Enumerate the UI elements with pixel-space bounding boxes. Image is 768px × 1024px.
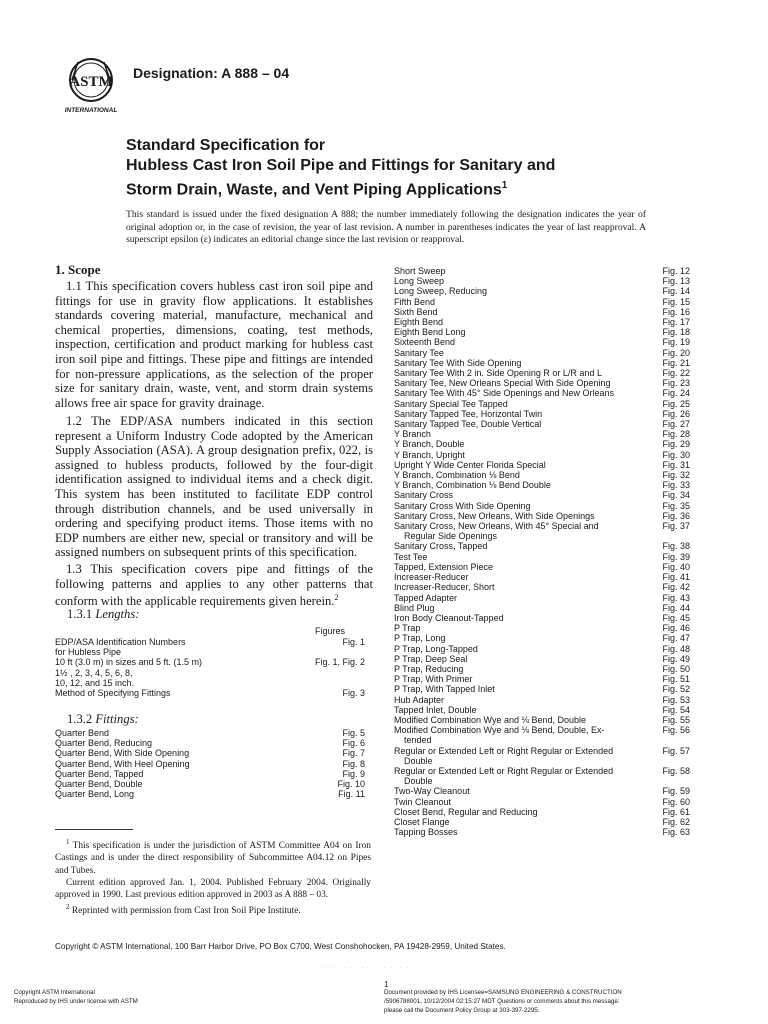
- list-item: [394, 613, 690, 623]
- list-item: [394, 511, 690, 521]
- list-item-figure-ref: Fig. 16: [662, 306, 690, 317]
- footnote-1-edition: Current edition approved Jan. 1, 2004. Published February 2004. Originally approved in 1990. Last previous edition approved in 2003 as A 888 – 03.: [55, 877, 371, 900]
- list-item: [394, 409, 690, 419]
- table-row: [55, 657, 365, 667]
- copyright-line: Copyright © ASTM International, 100 Barr Harbor Drive, PO Box C700, West Conshohocken, PA 19428-2959, United States.: [55, 942, 506, 951]
- list-item-figure-ref: Fig. 38: [662, 541, 690, 552]
- list-item-label: Regular or Extended Left or Right Regular or Extended Double: [394, 765, 614, 787]
- fittings-table: [55, 728, 365, 799]
- list-item-label: Sanitary Tee With 2 in. Side Opening R or L/R and L: [394, 368, 602, 379]
- row-label: 10, 12, and 15 inch.: [55, 677, 135, 688]
- list-item-label: Upright Y Wide Center Florida Special: [394, 459, 546, 470]
- list-item: [394, 766, 690, 786]
- list-item-figure-ref: Fig. 27: [662, 419, 690, 430]
- row-figure-ref: Fig. 11: [338, 789, 365, 800]
- list-item: [394, 358, 690, 368]
- list-item: [394, 470, 690, 480]
- list-item: [394, 450, 690, 460]
- list-item-label: Regular or Extended Left or Right Regular or Extended Double: [394, 745, 614, 766]
- list-item-figure-ref: Fig. 21: [662, 357, 690, 368]
- list-item-label: Increaser-Reducer, Short: [394, 582, 495, 593]
- row-figure-ref: Fig. 9: [342, 768, 365, 779]
- list-item-figure-ref: Fig. 63: [662, 827, 690, 838]
- list-item: [394, 286, 690, 296]
- list-item: [394, 786, 690, 796]
- list-item: [394, 562, 690, 572]
- logo-text: ASTM: [69, 74, 113, 90]
- list-item-label: Short Sweep: [394, 266, 446, 276]
- table-row: [55, 738, 365, 748]
- row-label: 10 ft (3.0 m) in sizes and 5 ft. (1.5 m): [55, 657, 203, 668]
- list-item-label: Long Sweep: [394, 276, 445, 287]
- list-item-figure-ref: Fig. 55: [662, 714, 690, 725]
- row-label: for Hubless Pipe: [55, 647, 122, 658]
- list-item-label: Increaser-Reducer: [394, 572, 469, 583]
- list-item-figure-ref: Fig. 62: [662, 816, 690, 827]
- list-item-figure-ref: Fig. 34: [662, 490, 690, 501]
- list-item-figure-ref: Fig. 30: [662, 449, 690, 460]
- list-item-figure-ref: Fig. 31: [662, 459, 690, 470]
- list-item-figure-ref: Fig. 42: [662, 582, 690, 593]
- row-label: Quarter Bend, With Side Opening: [55, 748, 190, 759]
- list-item-label: Hub Adapter: [394, 694, 445, 705]
- list-item-label: Closet Bend, Regular and Reducing: [394, 806, 538, 817]
- list-item: [394, 521, 690, 541]
- list-item: [394, 552, 690, 562]
- row-label: Quarter Bend, With Heel Opening: [55, 758, 190, 769]
- row-label: EDP/ASA Identification Numbers: [55, 637, 186, 647]
- row-figure-ref: Fig. 1: [342, 637, 365, 647]
- row-figure-ref: Fig. 10: [337, 778, 365, 789]
- list-item-label: Y Branch, Double: [394, 439, 465, 450]
- table-row: [55, 678, 365, 688]
- list-item-label: Tapped Inlet, Double: [394, 704, 477, 715]
- table-row: [55, 779, 365, 789]
- list-item-label: Sanitary Tee: [394, 347, 444, 358]
- list-item-label: Sanitary Tee, New Orleans Special With Side Opening: [394, 378, 611, 389]
- list-item-label: Tapped, Extension Piece: [394, 561, 494, 572]
- row-label: 1½ , 2, 3, 4, 5, 6, 8,: [55, 667, 133, 678]
- list-item: [394, 307, 690, 317]
- figures-column-header: Figures: [314, 626, 345, 636]
- list-item: [394, 623, 690, 633]
- list-item-figure-ref: Fig. 59: [662, 786, 690, 797]
- list-item: [394, 593, 690, 603]
- list-item-figure-ref: Fig. 52: [662, 684, 690, 695]
- footnote-2: $^2$ Reprinted with permission from Cast Iron Soil Pipe Institute.: [66, 903, 301, 917]
- list-item-label: Y Branch, Upright: [394, 449, 465, 460]
- list-item-figure-ref: Fig. 29: [662, 439, 690, 450]
- list-item: [394, 541, 690, 551]
- lengths-table: [55, 637, 365, 698]
- list-item: [394, 439, 690, 449]
- table-row: [55, 748, 365, 758]
- list-item-figure-ref: Fig. 54: [662, 704, 690, 715]
- list-item: [394, 797, 690, 807]
- list-item-label: P Trap: [394, 623, 421, 634]
- list-item-label: Y Branch: [394, 429, 431, 440]
- list-item-figure-ref: Fig. 32: [662, 470, 690, 481]
- list-item-figure-ref: Fig. 53: [662, 694, 690, 705]
- list-item: [394, 501, 690, 511]
- list-item-label: Sanitary Cross With Side Opening: [394, 500, 531, 511]
- footnotes: [55, 836, 371, 917]
- row-figure-ref: Fig. 8: [342, 758, 365, 769]
- list-item-figure-ref: Fig. 39: [662, 551, 690, 562]
- row-figure-ref: Fig. 7: [342, 748, 365, 759]
- intro-paragraph: This standard is issued under the fixed designation A 888; the number immediately following the designation indicates the year of original adoption or, in the case of revision, the year of last revision. A number in parentheses indicates the year of last reapproval. A superscript epsilon (ε) indicates an editorial change since the last revision or reapproval.: [126, 209, 646, 246]
- list-item-label: Test Tee: [394, 551, 428, 562]
- title-line-3: Storm Drain, Waste, and Vent Piping Applications$^1$: [126, 180, 508, 199]
- list-item-label: Sanitary Tapped Tee, Double Vertical: [394, 419, 542, 430]
- astm-logo-icon: [58, 56, 124, 116]
- list-item-figure-ref: Fig. 56: [662, 725, 690, 736]
- row-label: Quarter Bend, Tapped: [55, 768, 144, 779]
- list-item-label: Iron Body Cleanout-Tapped: [394, 612, 504, 623]
- row-label: Quarter Bend: [55, 728, 110, 738]
- list-item: [394, 582, 690, 592]
- table-row: [55, 668, 365, 678]
- row-figure-ref: Fig. 3: [342, 687, 365, 698]
- row-label: Quarter Bend, Double: [55, 778, 143, 789]
- list-item: [394, 419, 690, 429]
- list-item: [394, 276, 690, 286]
- title-footnote-mark: 1: [501, 180, 508, 191]
- list-item: [394, 695, 690, 705]
- list-item-label: Y Branch, Combination ⅛ Bend Double: [394, 480, 551, 491]
- table-row: [55, 769, 365, 779]
- list-item-figure-ref: Fig. 35: [662, 500, 690, 511]
- list-item: [394, 297, 690, 307]
- footer-right: Document provided by IHS Licensee=SAMSUNG ENGINEERING & CONSTRUCTION /5906788001, 10/12/2004 02:15:27 MDT Questions or comments about this message: please call the Document Policy Group at 303-397-2295.: [384, 989, 622, 1014]
- list-item-figure-ref: Fig. 13: [662, 276, 690, 287]
- list-item: [394, 327, 690, 337]
- logo-subtext: INTERNATIONAL: [64, 107, 118, 114]
- list-item-figure-ref: Fig. 14: [662, 286, 690, 297]
- page-number: 1: [384, 980, 389, 989]
- list-item-figure-ref: Fig. 44: [662, 602, 690, 613]
- list-item-label: Closet Flange: [394, 816, 450, 827]
- list-item: [394, 490, 690, 500]
- list-item-figure-ref: Fig. 23: [662, 378, 690, 389]
- list-item-label: Sanitary Tee With Side Opening: [394, 357, 522, 368]
- list-item: [394, 317, 690, 327]
- list-item-label: Tapping Bosses: [394, 827, 458, 838]
- list-item: [394, 368, 690, 378]
- list-item-figure-ref: Fig. 46: [662, 623, 690, 634]
- paragraph-1-1: 1.1 This specification covers hubless cast iron soil pipe and fittings for use in gravity flow applications. It establishes standards covering material, manufacture, mechanical and chemical properties, dimensions, coating, test methods, inspection, certification and product marking for hubless cast iron soil pipe and fittings. These pipe and fittings are intended for non-pressure applications, as the selection of the proper size for sanitary drain, waste, vent, and storm drain systems allows free air space for gravity drainage.: [55, 279, 373, 410]
- list-item-label: Sanitary Special Tee Tapped: [394, 398, 508, 409]
- footer-left: Copyright ASTM International Reproduced by IHS under license with ASTM: [14, 989, 138, 1005]
- list-item: [394, 817, 690, 827]
- list-item-label: P Trap, Deep Seal: [394, 653, 468, 664]
- table-row: [55, 789, 365, 799]
- list-item: [394, 705, 690, 715]
- list-item-figure-ref: Fig. 37: [662, 521, 690, 532]
- list-item: [394, 266, 690, 276]
- table-row: [55, 637, 365, 647]
- list-item-label: Long Sweep, Reducing: [394, 286, 488, 297]
- list-item-label: Fifth Bend: [394, 296, 436, 307]
- list-item-figure-ref: Fig. 36: [662, 510, 690, 521]
- list-item: [394, 674, 690, 684]
- list-item-figure-ref: Fig. 43: [662, 592, 690, 603]
- list-item-label: Tapped Adapter: [394, 592, 458, 603]
- list-item-figure-ref: Fig. 17: [662, 317, 690, 328]
- list-item-figure-ref: Fig. 12: [662, 266, 690, 276]
- row-figure-ref: Fig. 5: [342, 728, 365, 738]
- list-item: [394, 460, 690, 470]
- list-item-label: Twin Cleanout: [394, 796, 452, 807]
- list-item-label: Blind Plug: [394, 602, 435, 613]
- list-item: [394, 378, 690, 388]
- list-item: [394, 480, 690, 490]
- paragraph-1-3-footnote-mark: 2: [334, 593, 339, 603]
- list-item: [394, 337, 690, 347]
- list-item-label: Sanitary Cross, Tapped: [394, 541, 488, 552]
- list-item-label: Sixth Bend: [394, 306, 438, 317]
- row-figure-ref: Fig. 1, Fig. 2: [314, 657, 365, 668]
- list-item-label: P Trap, With Primer: [394, 674, 473, 685]
- list-item: [394, 429, 690, 439]
- list-item-figure-ref: Fig. 26: [662, 408, 690, 419]
- list-item-label: P Trap, Long: [394, 633, 446, 644]
- list-item-figure-ref: Fig. 57: [662, 745, 690, 756]
- list-item-figure-ref: Fig. 50: [662, 663, 690, 674]
- list-item-figure-ref: Fig. 61: [662, 806, 690, 817]
- list-item-label: Sanitary Cross: [394, 490, 454, 501]
- footnote-divider: [55, 829, 133, 830]
- table-row: [55, 688, 365, 698]
- row-label: Quarter Bend, Long: [55, 789, 135, 800]
- list-item-figure-ref: Fig. 41: [662, 572, 690, 583]
- list-item: [394, 603, 690, 613]
- list-item-label: Sixteenth Bend: [394, 337, 456, 348]
- list-item: [394, 633, 690, 643]
- list-item-figure-ref: Fig. 45: [662, 612, 690, 623]
- list-item-figure-ref: Fig. 49: [662, 653, 690, 664]
- list-item-label: P Trap, With Tapped Inlet: [394, 684, 495, 695]
- list-item-figure-ref: Fig. 15: [662, 296, 690, 307]
- list-item-figure-ref: Fig. 60: [662, 796, 690, 807]
- list-item-figure-ref: Fig. 28: [662, 429, 690, 440]
- list-item-label: Sanitary Tapped Tee, Horizontal Twin: [394, 408, 543, 419]
- paragraph-1-2: 1.2 The EDP/ASA numbers indicated in this section represent a Uniform Industry Code adopted by the American Supply Association (ASA). A group designation prefix, 022, is assigned to hubless products, followed by the four-digit identification assigned to individual items and a check digit. This system has been instituted to facilitate EDP control through distribution channels, and be used universally in ordering and specifying product items. Those items with no EDP numbers are either new, special or transitory and will be assigned numbers on subsequent prints of this specification.: [55, 414, 373, 560]
- list-item-figure-ref: Fig. 24: [662, 388, 690, 399]
- list-item-figure-ref: Fig. 33: [662, 480, 690, 491]
- list-item-figure-ref: Fig. 51: [662, 674, 690, 685]
- list-item-label: Sanitary Cross, New Orleans, With 45° Special and Regular Side Openings: [394, 521, 599, 542]
- list-item: [394, 644, 690, 654]
- designation: Designation: A 888 – 04: [133, 65, 290, 81]
- row-label: Quarter Bend, Reducing: [55, 738, 153, 749]
- list-item: [394, 684, 690, 694]
- table-row: [55, 647, 365, 657]
- decorative-dots: · · · · · · · · · · · · · · · · · ·: [310, 965, 410, 971]
- list-item: [394, 399, 690, 409]
- list-item-label: Eighth Bend: [394, 317, 444, 328]
- list-item: [394, 348, 690, 358]
- list-item-label: Modified Combination Wye and ⅛ Bend, Double, Ex- tended: [394, 725, 605, 746]
- list-item: [394, 725, 690, 745]
- list-item: [394, 654, 690, 664]
- list-item: [394, 746, 690, 766]
- list-item-figure-ref: Fig. 22: [662, 368, 690, 379]
- list-item-figure-ref: Fig. 18: [662, 327, 690, 338]
- list-item-label: P Trap, Reducing: [394, 663, 464, 674]
- row-label: Method of Specifying Fittings: [55, 687, 171, 698]
- footnote-1: $^1$ This specification is under the jurisdiction of ASTM Committee A04 on Iron Castings and is under the direct responsibility of Subcommittee A04.12 on Pipes and Tubes.: [55, 838, 371, 876]
- fittings-figure-list: [394, 266, 690, 837]
- list-item-figure-ref: Fig. 19: [662, 337, 690, 348]
- list-item-figure-ref: Fig. 47: [662, 633, 690, 644]
- list-item-label: Eighth Bend Long: [394, 327, 466, 338]
- title-line-2: Hubless Cast Iron Soil Pipe and Fittings for Sanitary and: [126, 157, 556, 174]
- list-item: [394, 715, 690, 725]
- list-item-figure-ref: Fig. 20: [662, 347, 690, 358]
- list-item-label: Sanitary Cross, New Orleans, With Side Openings: [394, 510, 595, 521]
- title-line-1: Standard Specification for: [126, 137, 326, 154]
- table-row: [55, 728, 365, 738]
- list-item-label: Y Branch, Combination ⅛ Bend: [394, 470, 520, 481]
- list-item: [394, 572, 690, 582]
- list-item-figure-ref: Fig. 48: [662, 643, 690, 654]
- subheading-fittings: 1.3.2 Fittings:: [67, 712, 139, 726]
- section-heading-scope: 1. Scope: [55, 262, 101, 277]
- list-item-figure-ref: Fig. 25: [662, 398, 690, 409]
- row-figure-ref: Fig. 6: [342, 738, 365, 749]
- list-item-label: P Trap, Long-Tapped: [394, 643, 478, 654]
- list-item-figure-ref: Fig. 58: [662, 765, 690, 776]
- list-item-label: Two-Way Cleanout: [394, 786, 470, 797]
- list-item: [394, 388, 690, 398]
- document-title: [126, 136, 686, 200]
- paragraph-1-3: 1.3 This specification covers pipe and fittings of the following patterns and applies to any other patterns that conform with the applicable requirements given herein.$^2$: [55, 562, 373, 609]
- list-item: [394, 664, 690, 674]
- list-item: [394, 827, 690, 837]
- list-item-label: Sanitary Tee With 45° Side Openings and New Orleans: [394, 388, 615, 399]
- table-row: [55, 759, 365, 769]
- list-item: [394, 807, 690, 817]
- list-item-figure-ref: Fig. 40: [662, 561, 690, 572]
- subheading-lengths: 1.3.1 Lengths:: [67, 607, 140, 621]
- list-item-label: Modified Combination Wye and ⅛ Bend, Double: [394, 714, 587, 725]
